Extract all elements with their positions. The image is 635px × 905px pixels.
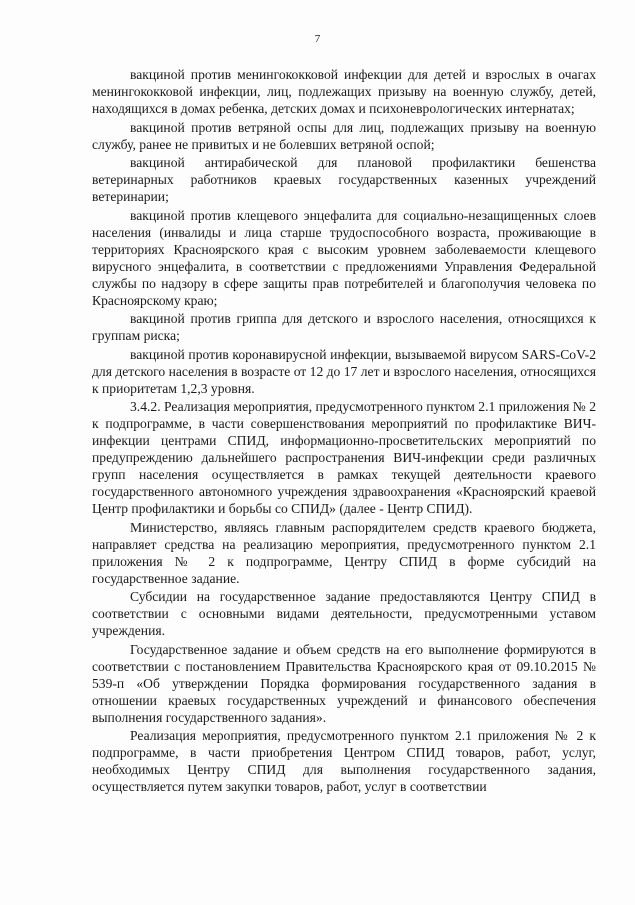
paragraph-tick-encephalitis-vaccine: вакциной против клещевого энцефалита для социально-незащищенных слоев населения (инвалиды и лица старше трудоспособного возраста, проживающие в территориях Красноярского края с высоким уровнем заболеваемости клещевого вирусного энцефалита, в соответствии с предложениями Управления Федеральной службы по надзору в сфере защиты прав потребителей и благополучия человека по Красноярскому краю;: [92, 207, 596, 308]
paragraph-coronavirus-vaccine: вакциной против коронавирусной инфекции, вызываемой вирусом SARS-CoV-2 для детского населения в возрасте от 12 до 17 лет и взрослого населения, относящихся к приоритетам 1,2,3 уровня.: [92, 346, 596, 396]
paragraph-rabies-vaccine: вакциной антирабической для плановой профилактики бешенства ветеринарных работников краевых государственных казенных учреждений ветеринарии;: [92, 155, 596, 204]
paragraph-ministry-funding: Министерство, являясь главным распорядителем средств краевого бюджета, направляет средства на реализацию мероприятия, предусмотренного пунктом 2.1 приложения № 2 к подпрограмме, Центру СПИД в форме субсидий на государственное задание.: [92, 519, 596, 586]
paragraph-subsidies: Субсидии на государственное задание предоставляются Центру СПИД в соответствии с основными видами деятельности, предусмотренными уставом учреждения.: [92, 589, 596, 638]
paragraph-procurement: Реализация мероприятия, предусмотренного пунктом 2.1 приложения № 2 к подпрограмме, в части приобретения Центром СПИД товаров, работ, услуг, необходимых Центру СПИД для выполнения государственного задания, осуществляется путем закупки товаров, работ, услуг в соответствии: [92, 728, 596, 794]
document-body: [92, 66, 596, 797]
paragraph-influenza-vaccine: вакциной против гриппа для детского и взрослого населения, относящихся к группам риска;: [92, 311, 596, 343]
paragraph-chickenpox-vaccine: вакциной против ветряной оспы для лиц, подлежащих призыву на военную службу, ранее не привитых и не болевших ветряной оспой;: [92, 119, 596, 152]
paragraph-section-3-4-2: 3.4.2. Реализация мероприятия, предусмотренного пунктом 2.1 приложения № 2 к подпрограмме, в части совершенствования мероприятий по профилактике ВИЧ-инфекции центрами СПИД, информационно-просветительских мероприятий по предупреждению дальнейшего распространения ВИЧ-инфекции среди различных групп населения осуществляется в рамках текущей деятельности краевого государственного автономного учреждения здравоохранения «Красноярский краевой Центр профилактики и борьбы со СПИД» (далее - Центр СПИД).: [92, 399, 596, 516]
page-number: 7: [314, 33, 321, 45]
paragraph-meningococcal-vaccine: вакциной против менингококковой инфекции для детей и взрослых в очагах менингококковой инфекции, лиц, подлежащих призыву на военную службу, детей, находящихся в домах ребенка, детских домах и психоневрологических интернатах;: [92, 67, 596, 116]
paragraph-state-assignment: Государственное задание и объем средств на его выполнение формируются в соответствии с постановлением Правительства Красноярского края от 09.10.2015 № 539-п «Об утверждении Порядка формирования государственного задания в отношении краевых государственных учреждений и финансового обеспечения выполнения государственного задания».: [92, 641, 596, 725]
